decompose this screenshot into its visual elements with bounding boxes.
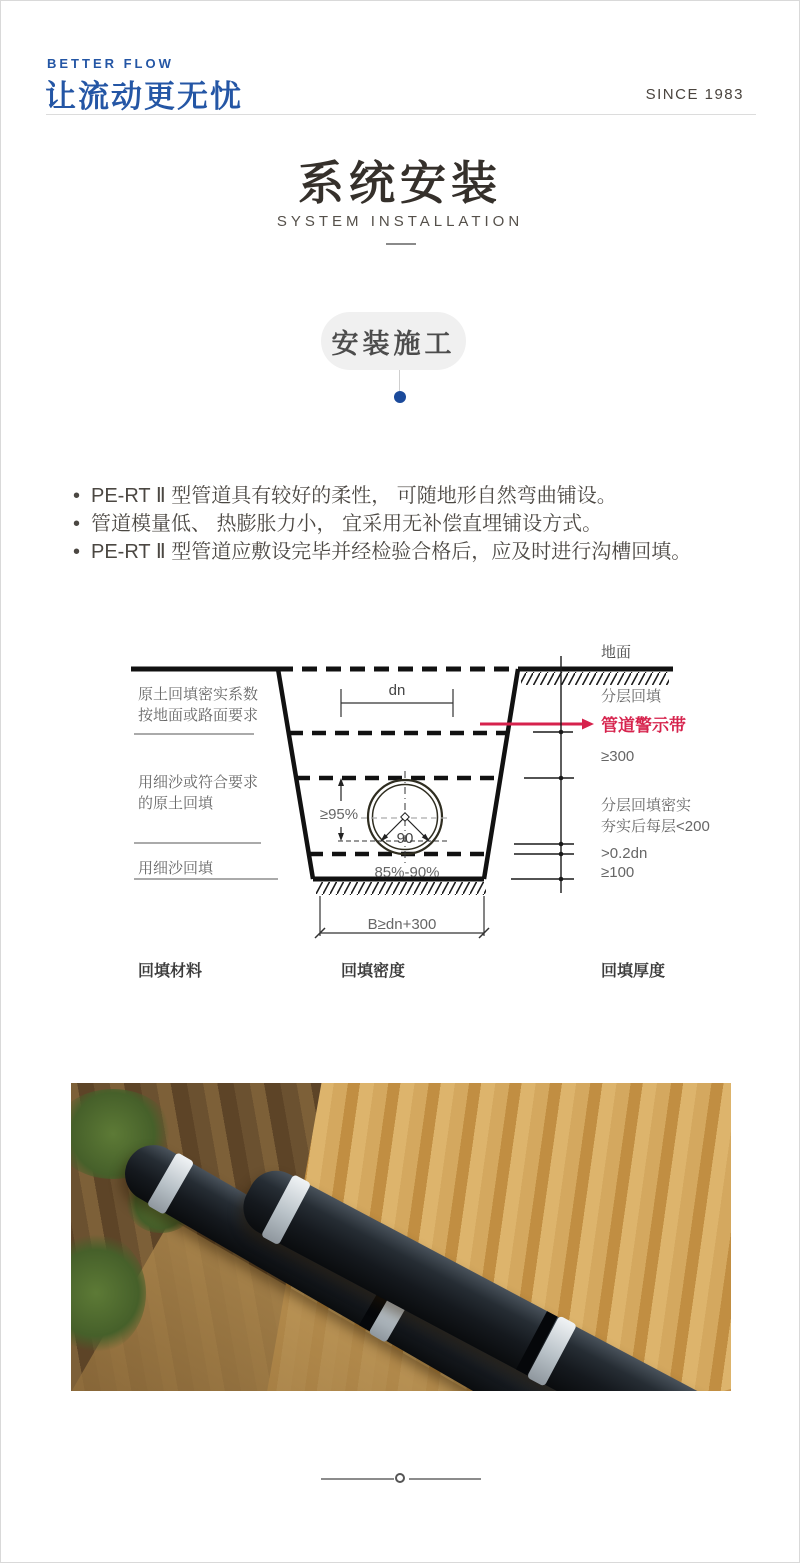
badge-dot [394,391,406,403]
layered-backfill-label: 分层回填 [601,688,662,705]
left-label-1a: 原土回填密实系数 [138,686,259,703]
page-subtitle: SYSTEM INSTALLATION [276,213,524,230]
section-badge: 安装施工 [321,312,466,370]
compact-label-1: 分层回填密实 [601,797,692,814]
gt02dn-label: >0.2dn [601,845,648,862]
footer-divider-right [409,1478,481,1480]
dn-label: dn [388,682,406,699]
left-label-1b: 按地面或路面要求 [138,707,259,724]
warning-tape-label: 管道警示带 [601,716,686,735]
angle-label: 90 [396,830,414,847]
title-underline [386,243,416,245]
ground-label: 地面 [601,644,632,661]
bullet-item: • PE-RT Ⅱ 型管道具有较好的柔性， 可随地形自然弯曲铺设。 [91,482,691,510]
pipe-joint [261,1174,312,1245]
badge-connector-line [399,370,400,391]
page-title: 系统安装 [298,157,502,209]
ge300-label: ≥300 [601,748,635,765]
left-label-3: 用细沙回填 [138,860,214,877]
feature-bullet-list [91,482,691,566]
trench-width-label: B≥dn+300 [367,916,437,933]
left-label-2a: 用细沙或符合要求 [138,774,259,791]
density-8590-label: 85%-90% [374,864,440,881]
compact-label-2: 夯实后每层<200 [601,818,710,835]
footer-divider-left [321,1478,394,1480]
warning-tape-arrowhead [582,719,594,730]
ge95-arrow-down [338,833,344,841]
brand-logo: 让流动更无忧 [45,79,243,114]
footer-circle-icon [395,1473,405,1483]
caption-density: 回填密度 [341,963,406,980]
header-divider [46,114,756,115]
brand-tagline-en: BETTER FLOW [47,56,174,71]
depth-dimension-line [511,656,574,893]
since-label: SINCE 1983 [645,86,744,103]
trench-cross-section-diagram [1,621,800,981]
bullet-item: • 管道模量低、 热膨胀力小， 宜采用无补偿直埋铺设方式。 [91,510,691,538]
caption-material: 回填材料 [138,963,203,980]
caption-thickness: 回填厚度 [601,963,666,980]
left-label-2b: 的原土回填 [138,795,214,812]
installation-photo [71,1083,731,1391]
pipe-joint [147,1152,195,1215]
ge100-label: ≥100 [601,864,635,881]
ge95-label: ≥95% [319,806,359,823]
bullet-item: • PE-RT Ⅱ 型管道应敷设完毕并经检验合格后，应及时进行沟槽回填。 [91,538,691,566]
